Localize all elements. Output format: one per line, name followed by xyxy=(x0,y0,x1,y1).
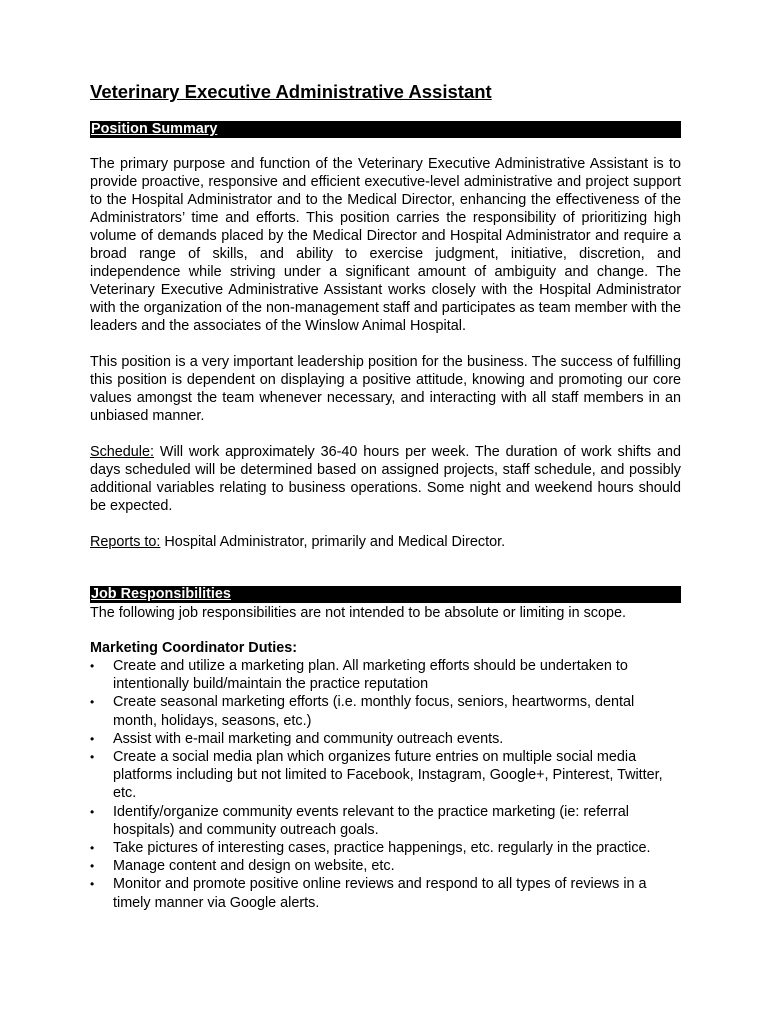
bullet-icon: • xyxy=(90,841,95,856)
list-item xyxy=(90,693,681,729)
section-heading-job-responsibilities: Job Responsibilities xyxy=(90,586,681,603)
list-item-text: Take pictures of interesting cases, practice happenings, etc. regularly in the practice. xyxy=(113,840,651,857)
bullet-icon: • xyxy=(90,750,95,765)
document-title: Veterinary Executive Administrative Assistant xyxy=(90,81,492,102)
list-item xyxy=(90,803,681,839)
section-spacer xyxy=(90,569,681,586)
reports-to-text: Hospital Administrator, primarily and Medical Director. xyxy=(160,534,506,550)
list-item-text: Manage content and design on website, etc. xyxy=(113,858,395,875)
marketing-duties-heading: Marketing Coordinator Duties: xyxy=(90,640,298,656)
list-item xyxy=(90,839,681,857)
responsibilities-intro: The following job responsibilities are not intended to be absolute or limiting in scope. xyxy=(90,605,626,621)
summary-paragraph-leadership: This position is a very important leadership position for the business. The success of fulfilling this position is dependent on displaying a positive attitude, knowing and promoting our core values amongst the team whenever necessary, and interacting with all staff members in an unbiased manner. xyxy=(90,354,681,424)
section-heading-position-summary: Position Summary xyxy=(90,121,681,138)
list-item-text: Identify/organize community events relevant to the practice marketing (ie: referral hospitals) and community outreach goals. xyxy=(113,803,629,838)
summary-paragraph-purpose: The primary purpose and function of the Veterinary Executive Administrative Assistant is to provide proactive, responsive and efficient executive-level administrative and project support to the Hospital Administrator and to the Medical Director, enhancing the effectiveness of the Administrators’ time and efforts. This position carries the responsibility of prioritizing high volume of demands placed by the Medical Director and Hospital Administrator and require a broad range of skills, and ability to exercise judgment, initiative, discretion, and independence while striving under a significant amount of ambiguity and change. The Veterinary Executive Administrative Assistant works closely with the Hospital Administrator with the organization of the non-management staff and participates as team member with the leaders and the associates of the Winslow Animal Hospital. xyxy=(90,156,681,334)
list-item-text: Monitor and promote positive online reviews and respond to all types of reviews in a timely manner via Google alerts. xyxy=(113,876,647,911)
document-page xyxy=(90,80,681,912)
bullet-icon: • xyxy=(90,695,95,710)
bullet-icon: • xyxy=(90,804,95,819)
reports-to-label: Reports to: xyxy=(90,534,161,550)
list-item xyxy=(90,657,681,693)
list-item-text: Create and utilize a marketing plan. All marketing efforts should be undertaken to intentionally build/maintain the practice reputation xyxy=(113,658,628,693)
list-item xyxy=(90,875,681,911)
list-item-text: Create seasonal marketing efforts (i.e. monthly focus, seniors, heartworms, dental month, holidays, seasons, etc.) xyxy=(113,694,635,729)
reports-to-paragraph xyxy=(90,533,681,551)
list-item-text: Create a social media plan which organizes future entries on multiple social media platforms including but not limited to Facebook, Instagram, Google+, Pinterest, Twitter, etc. xyxy=(113,749,663,802)
list-item-text: Assist with e-mail marketing and community outreach events. xyxy=(113,730,504,747)
list-item xyxy=(90,748,681,803)
marketing-duties-list xyxy=(90,657,681,912)
bullet-icon: • xyxy=(90,877,95,892)
bullet-icon: • xyxy=(90,659,95,673)
list-item xyxy=(90,857,681,875)
list-item xyxy=(90,730,681,748)
schedule-text: Will work approximately 36-40 hours per week. The duration of work shifts and days scheduled will be determined based on assigned projects, staff schedule, and possibly additional variables relating to business operations. Some night and weekend hours should be expected. xyxy=(90,444,681,514)
schedule-paragraph xyxy=(90,443,681,515)
bullet-icon: • xyxy=(90,859,95,874)
schedule-label: Schedule: xyxy=(90,444,155,460)
bullet-icon: • xyxy=(90,731,95,746)
